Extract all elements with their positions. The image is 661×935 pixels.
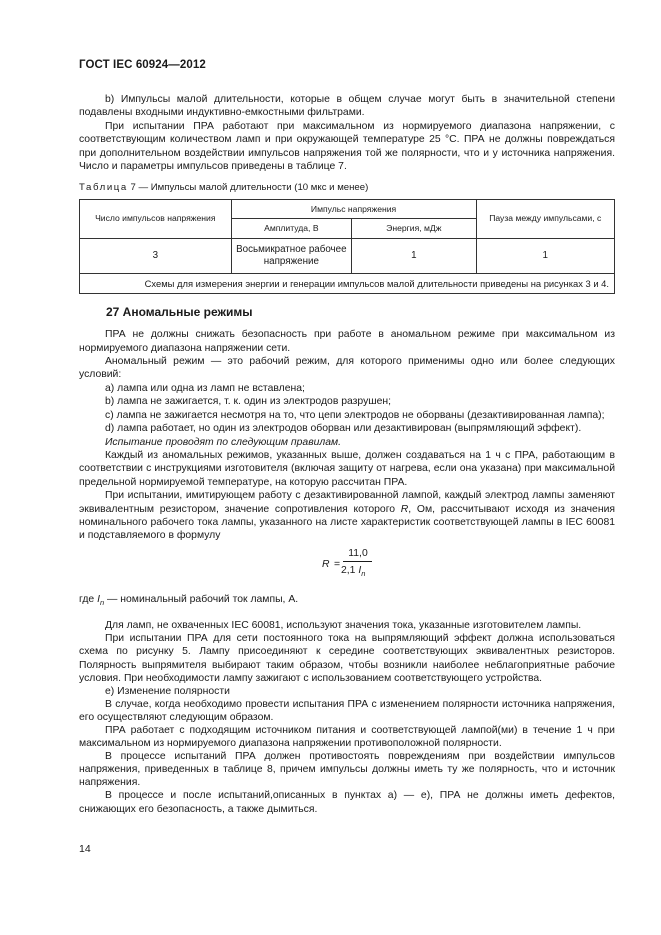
formula-lhs: R <box>322 558 330 570</box>
table-header-pause: Пауза между импульсами, с <box>476 199 614 238</box>
formula-denominator <box>341 564 365 580</box>
list-item: e) Изменение полярности <box>105 685 230 697</box>
fraction-bar <box>343 561 372 562</box>
table-cell-energy: 1 <box>352 238 476 273</box>
paragraph: В случае, когда необходимо провести испытания ПРА с изменением полярности источника напряжения, его осуществляют следующим образом. <box>79 698 615 723</box>
table-cell-pause: 1 <box>476 238 614 273</box>
where-text: — номинальный рабочий ток лампы, А. <box>104 593 299 605</box>
section-title: 27 Аномальные режимы <box>106 304 253 319</box>
table-header-count: Число импульсов напряжения <box>80 199 232 238</box>
paragraph: ПРА не должны снижать безопасность при работе в аномальном режиме при максимальном из нормируемого диапазона напряжении сети. <box>79 329 615 354</box>
table-header-amplitude: Амплитуда, В <box>231 219 352 239</box>
paragraph: В процессе испытаний ПРА должен противостоять повреждениям при воздействии импульсов напряжения, приведенных в таблице 8, причем импульсы должны иметь ту же полярность, что и источник напряжения. <box>79 751 615 789</box>
variable-r: R <box>400 503 409 515</box>
list-item: d) лампа работает, но один из электродов оборван или дезактивирован (выпрямляющий эффект). <box>105 423 582 435</box>
paragraph: Каждый из аномальных режимов, указанных выше, должен создаваться на 1 ч с ПРА, работающим в соответствии с инструкциями изготовителя (включая защиту от нагрева, если она указана) при максимальной предельной нормируемой температуре, на которую рассчитан ПРА. <box>79 449 615 488</box>
formula-den-var: I <box>358 564 362 576</box>
paragraph-text: При испытании, имитирующем работу с дезактивированной лампой, каждый электрод лампы заменяют эквивалентным резистором, значение сопротивления которого <box>79 490 615 515</box>
formula <box>79 547 615 587</box>
where-prefix: где <box>79 593 98 605</box>
paragraph: В процессе и после испытаний,описанных в пунктах а) — е), ПРА не должны иметь дефектов, снижающих его безопасность, а также дымиться. <box>79 790 615 815</box>
formula-equals: = <box>334 558 341 570</box>
table-header-pulse: Импульс напряжения <box>231 199 476 219</box>
table-header-row <box>80 199 615 219</box>
paragraph: Аномальный режим — это рабочий режим, для которого применимы одно или более следующих условий: <box>79 356 615 381</box>
list-item: b) лампа не зажигается, т. к. один из электродов разрушен; <box>105 396 392 408</box>
paragraph: Для ламп, не охваченных IEC 60081, используют значения тока, указанные изготовителем лампы. <box>105 620 582 632</box>
where-sub: n <box>99 597 105 607</box>
table-note-row <box>80 273 615 293</box>
paragraph-text: , Ом, рассчитывают исходя из значения номинального рабочего тока лампы, указанного на листе характеристик соответствующей лампы в IEC 60081 и подставляемого в формулу <box>79 503 616 542</box>
table-header-energy: Энергия, мДж <box>352 219 476 239</box>
document-body <box>79 93 615 816</box>
table-caption-prefix: Таблица <box>79 182 128 194</box>
table-cell-count: 3 <box>80 238 232 273</box>
pulse-table <box>79 199 615 294</box>
italic-note <box>79 436 615 449</box>
standard-header: ГОСТ IEC 60924—2012 <box>79 59 206 71</box>
table-row <box>80 238 615 273</box>
paragraph: ПРА работает с подходящим источником питания и соответствующей лампой(ми) в течение 1 ч при максимальном из нормируемого диапазона напряжении противоположной полярности. <box>79 724 615 750</box>
list-item: a) лампа или одна из ламп не вставлена; <box>105 382 305 394</box>
where-var: I <box>97 593 100 605</box>
formula-where <box>79 593 615 609</box>
formula-numerator: 11,0 <box>348 547 368 559</box>
list-item: c) лампа не зажигается несмотря на то, что цепи электродов не оборваны (дезактивированная лампа); <box>105 409 605 421</box>
table-caption <box>79 181 615 194</box>
paragraph: При испытании ПРА для сети постоянного тока на выпрямляющий эффект должна использоваться схема по рисунку 5. Лампу присоединяют к середине соответствующих эквивалентных резисторов. Полярность выпрямителя выбирают таким образом, чтобы возникли наиболее неблагоприятные рабочие условия. При необходимости лампу зажигают с использованием соответствующего устройства. <box>79 633 615 684</box>
italic-note-text: Испытание проводят по следующим правилам. <box>105 436 342 448</box>
table-note: Схемы для измерения энергии и генерации импульсов малой длительности приведены на рисунках 3 и 4. <box>80 273 615 293</box>
formula-den-sub: n <box>361 568 366 578</box>
page-number: 14 <box>79 843 91 855</box>
paragraph: При испытании ПРА работают при максимальном из нормируемого диапазона напряжении, с соответствующим количеством ламп и при окружающей температуре 25 °С. ПРА не должны повреждаться при дополнительном воздействии импульсов напряжения той же полярности, что и у источника напряжения. Число и параметры импульсов приведены в таблице 7. <box>79 120 615 173</box>
paragraph: b) Импульсы малой длительности, которые в общем случае могут быть в значительной степени подавлены входными индуктивно-емкостными фильтрами. <box>79 94 615 119</box>
formula-den-coef: 2,1 <box>341 564 356 576</box>
paragraph-resistor <box>79 489 615 543</box>
table-cell-amplitude: Восьмикратное рабочее напряжение <box>231 238 352 273</box>
table-caption-text: 7 — Импульсы малой длительности (10 мкс и менее) <box>127 182 369 194</box>
